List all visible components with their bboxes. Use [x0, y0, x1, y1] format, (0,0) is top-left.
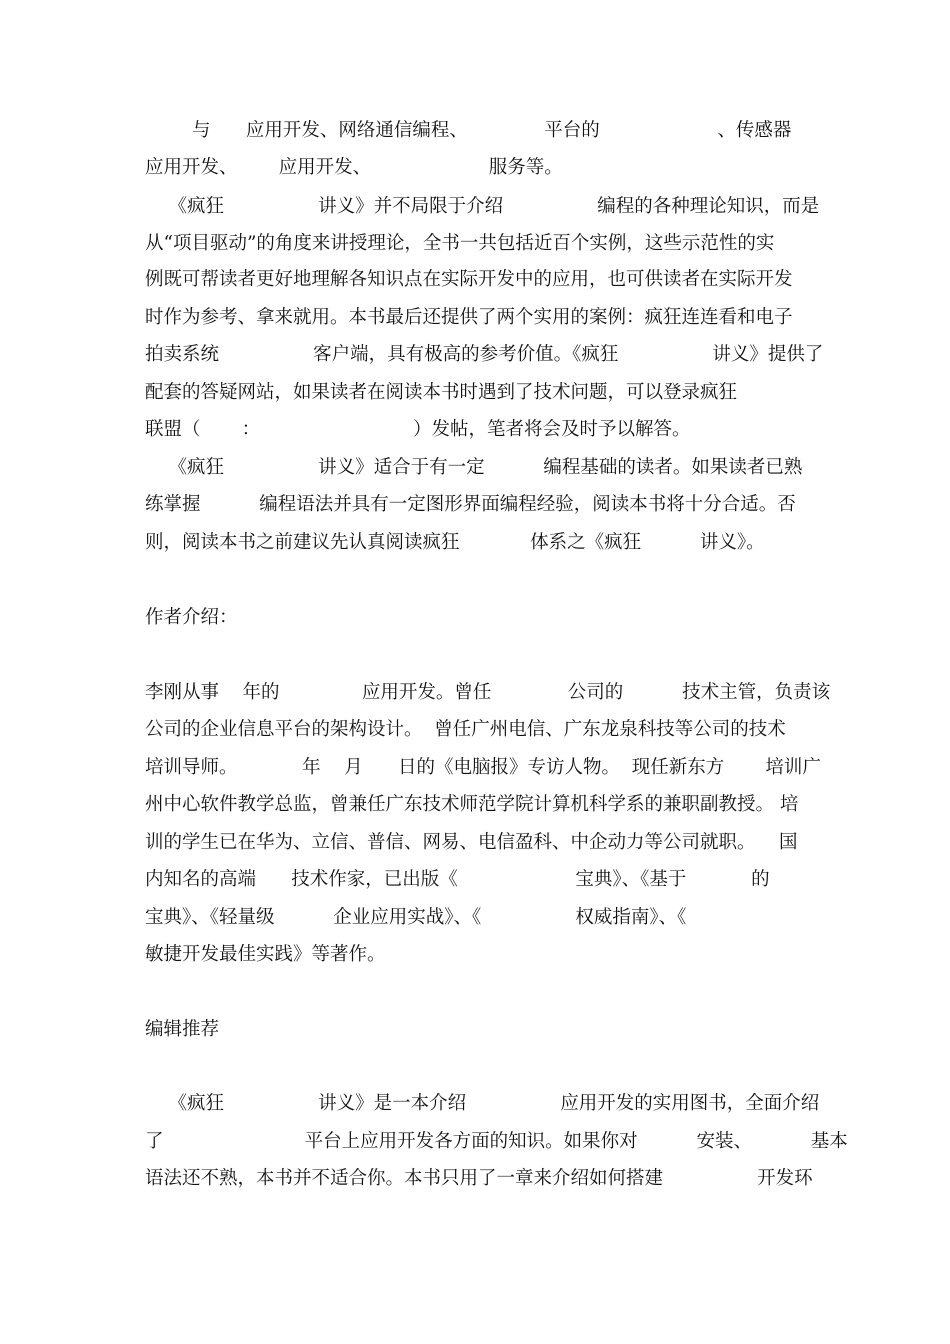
text-line: 例既可帮读者更好地理解各知识点在实际开发中的应用，也可供读者在实际开发 [145, 269, 793, 290]
text-line: 配套的答疑网站，如果读者在阅读本书时遇到了技术问题，可以登录疯狂 [145, 382, 738, 403]
text-line: 培训导师。 年 月 日的《电脑报》专访人物。 现任新东方 培训广 [145, 757, 821, 778]
text-line: 公司的企业信息平台的架构设计。 曾任广州电信、广东龙泉科技等公司的技术 [145, 719, 786, 740]
text-line: 《疯狂 讲义》适合于有一定 编程基础的读者。如果读者已熟 [145, 457, 803, 478]
text-line: 语法还不熟，本书并不适合你。本书只用了一章来介绍如何搭建 开发环 [145, 1168, 813, 1189]
text-line: 与 应用开发、网络通信编程、 平台的 、传感器 [145, 120, 792, 141]
text-line: 内知名的高端 技术作家，已出版《 宝典》、《基于 的 [145, 869, 770, 890]
text-line: 拍卖系统 客户端，具有极高的参考价值。《疯狂 讲义》提供了 [145, 344, 824, 365]
text-line: 训的学生已在华为、立信、普信、网易、电信盈科、中企动力等公司就职。 国 [145, 832, 798, 853]
text-line: 宝典》、《轻量级 企业应用实战》、《 权威指南》、《 [145, 907, 687, 928]
text-line: 《疯狂 讲义》是一本介绍 应用开发的实用图书，全面介绍 [145, 1093, 820, 1114]
text-line: 时作为参考、拿来就用。本书最后还提供了两个实用的案例：疯狂连连看和电子 [145, 307, 793, 328]
text-line: 练掌握 编程语法并具有一定图形界面编程经验，阅读本书将十分合适。否 [145, 494, 796, 515]
text-line: 李刚从事 年的 应用开发。曾任 公司的 技术主管，负责该 [145, 682, 831, 703]
text-line: 敏捷开发最佳实践》等著作。 [145, 944, 386, 965]
text-line: 从“项目驱动”的角度来讲授理论，全书一共包括近百个实例，这些示范性的实 [145, 233, 775, 254]
text-line: 州中心软件教学总监，曾兼任广东技术师范学院计算机科学系的兼职副教授。 培 [145, 794, 799, 815]
editor-heading: 编辑推荐 [145, 1019, 220, 1040]
text-line: 联盟（ ： ）发帖，笔者将会及时予以解答。 [145, 419, 691, 440]
text-line: 《疯狂 讲义》并不局限于介绍 编程的各种理论知识，而是 [145, 196, 820, 217]
text-line: 应用开发、 应用开发、 服务等。 [145, 157, 563, 178]
text-line: 了 平台上应用开发各方面的知识。如果你对 安装、 基本 [145, 1131, 848, 1152]
text-line: 则，阅读本书之前建议先认真阅读疯狂 体系之《疯狂 讲义》。 [145, 532, 765, 553]
author-heading: 作者介绍： [145, 607, 238, 628]
